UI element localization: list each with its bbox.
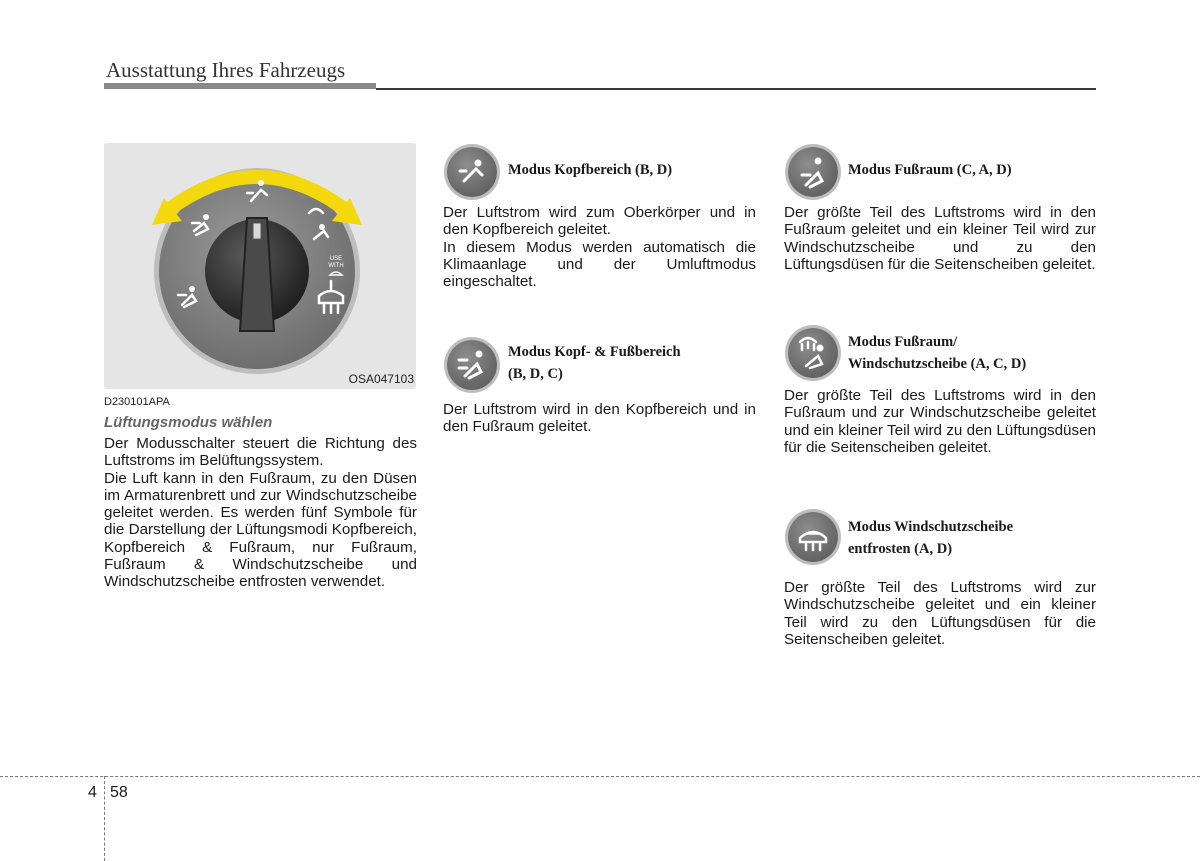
page-header-title: Ausstattung Ihres Fahrzeugs bbox=[106, 58, 346, 82]
mode-5-text-1: Der größte Teil des Luftstroms wird zur Windschutzscheibe geleitet und ein kleiner Teil wird zu den Lüftungsdüsen für die Seitenscheiben geleitet. bbox=[784, 579, 1096, 648]
face-vent-icon bbox=[447, 147, 497, 197]
mode-1-title-line1: Modus Kopfbereich (B, D) bbox=[508, 162, 673, 178]
mode-4-body bbox=[784, 387, 1096, 456]
mode-knob-illustration bbox=[104, 143, 416, 389]
chapter-number: 4 bbox=[88, 784, 97, 801]
mode-2-title-line1: Modus Kopf- & Fußbereich bbox=[508, 344, 681, 360]
section-paragraph-2: Die Luft kann in den Fußraum, zu den Düsen im Armaturenbrett und zur Windschutzscheibe geleitet werden. Es werden fünf Symbole für die Darstellung der Lüftungsmodi Kopfbereich, Kopfbereich & Fußraum, nur Fußraum, Fußraum & Windschutzscheibe und Windschutzscheibe entfrosten verwendet. bbox=[104, 469, 417, 591]
mode-1-text-2: In diesem Modus werden automatisch die Klimaanlage und der Umluftmodus eingeschaltet. bbox=[443, 238, 756, 291]
mode-3-title bbox=[848, 159, 1012, 181]
figure-code: OSA047103 bbox=[348, 372, 414, 386]
mode-3-text-1: Der größte Teil des Luftstroms wird in den Fußraum geleitet und ein kleiner Teil wird zur Windschutzscheibe und zu den Lüftungsdüsen für die Seitenscheiben geleitet. bbox=[784, 204, 1096, 273]
bi-level-vent-icon bbox=[447, 340, 497, 390]
mode-4-title bbox=[848, 331, 1026, 375]
footer-vertical-divider bbox=[104, 776, 105, 861]
page-number: 58 bbox=[110, 784, 128, 801]
section-paragraph-1: Der Modusschalter steuert die Richtung des Luftstroms im Belüftungssystem. bbox=[104, 435, 417, 470]
mode-2-title bbox=[508, 341, 681, 385]
mode-4-text-1: Der größte Teil des Luftstroms wird in den Fußraum und zur Windschutzscheibe geleitet und ein kleiner Teil wird zu den Lüftungsdüsen für die Seitenscheiben geleitet. bbox=[784, 387, 1096, 456]
knob-indicator bbox=[253, 223, 261, 239]
mode-2-text-1: Der Luftstrom wird in den Kopfbereich und in den Fußraum geleitet. bbox=[443, 401, 756, 436]
mode-2-title-line2: (B, D, C) bbox=[508, 366, 563, 382]
section-heading: Lüftungsmodus wählen bbox=[104, 414, 273, 431]
mode-3-title-line1: Modus Fußraum (C, A, D) bbox=[848, 162, 1012, 178]
mode-4-title-line1: Modus Fußraum/ bbox=[848, 334, 958, 350]
mode-5-title bbox=[848, 516, 1013, 560]
header-rule-thin bbox=[376, 88, 1096, 90]
mode-4-title-line2: Windschutzscheibe (A, C, D) bbox=[848, 356, 1027, 372]
header-rule-thick bbox=[104, 83, 376, 89]
mode-1-title bbox=[508, 159, 672, 181]
document-code: D230101APA bbox=[104, 396, 170, 408]
footer-divider bbox=[0, 776, 1200, 777]
mode-5-body bbox=[784, 579, 1096, 648]
mode-5-title-line1: Modus Windschutzscheibe bbox=[848, 519, 1014, 535]
defrost-icon bbox=[788, 512, 838, 562]
mode-3-body bbox=[784, 204, 1096, 273]
use-with-line1: USE bbox=[329, 256, 343, 262]
mode-2-body bbox=[443, 401, 756, 436]
mode-1-body bbox=[443, 204, 756, 290]
mode-5-title-line2: entfrosten (A, D) bbox=[848, 541, 953, 557]
mode-knob-figure bbox=[104, 143, 416, 389]
section-body bbox=[104, 435, 417, 591]
use-with-line2: WITH bbox=[328, 263, 344, 269]
floor-vent-icon bbox=[788, 147, 838, 197]
floor-defrost-icon bbox=[788, 328, 838, 378]
mode-1-text-1: Der Luftstrom wird zum Oberkörper und in den Kopfbereich geleitet. bbox=[443, 204, 756, 239]
